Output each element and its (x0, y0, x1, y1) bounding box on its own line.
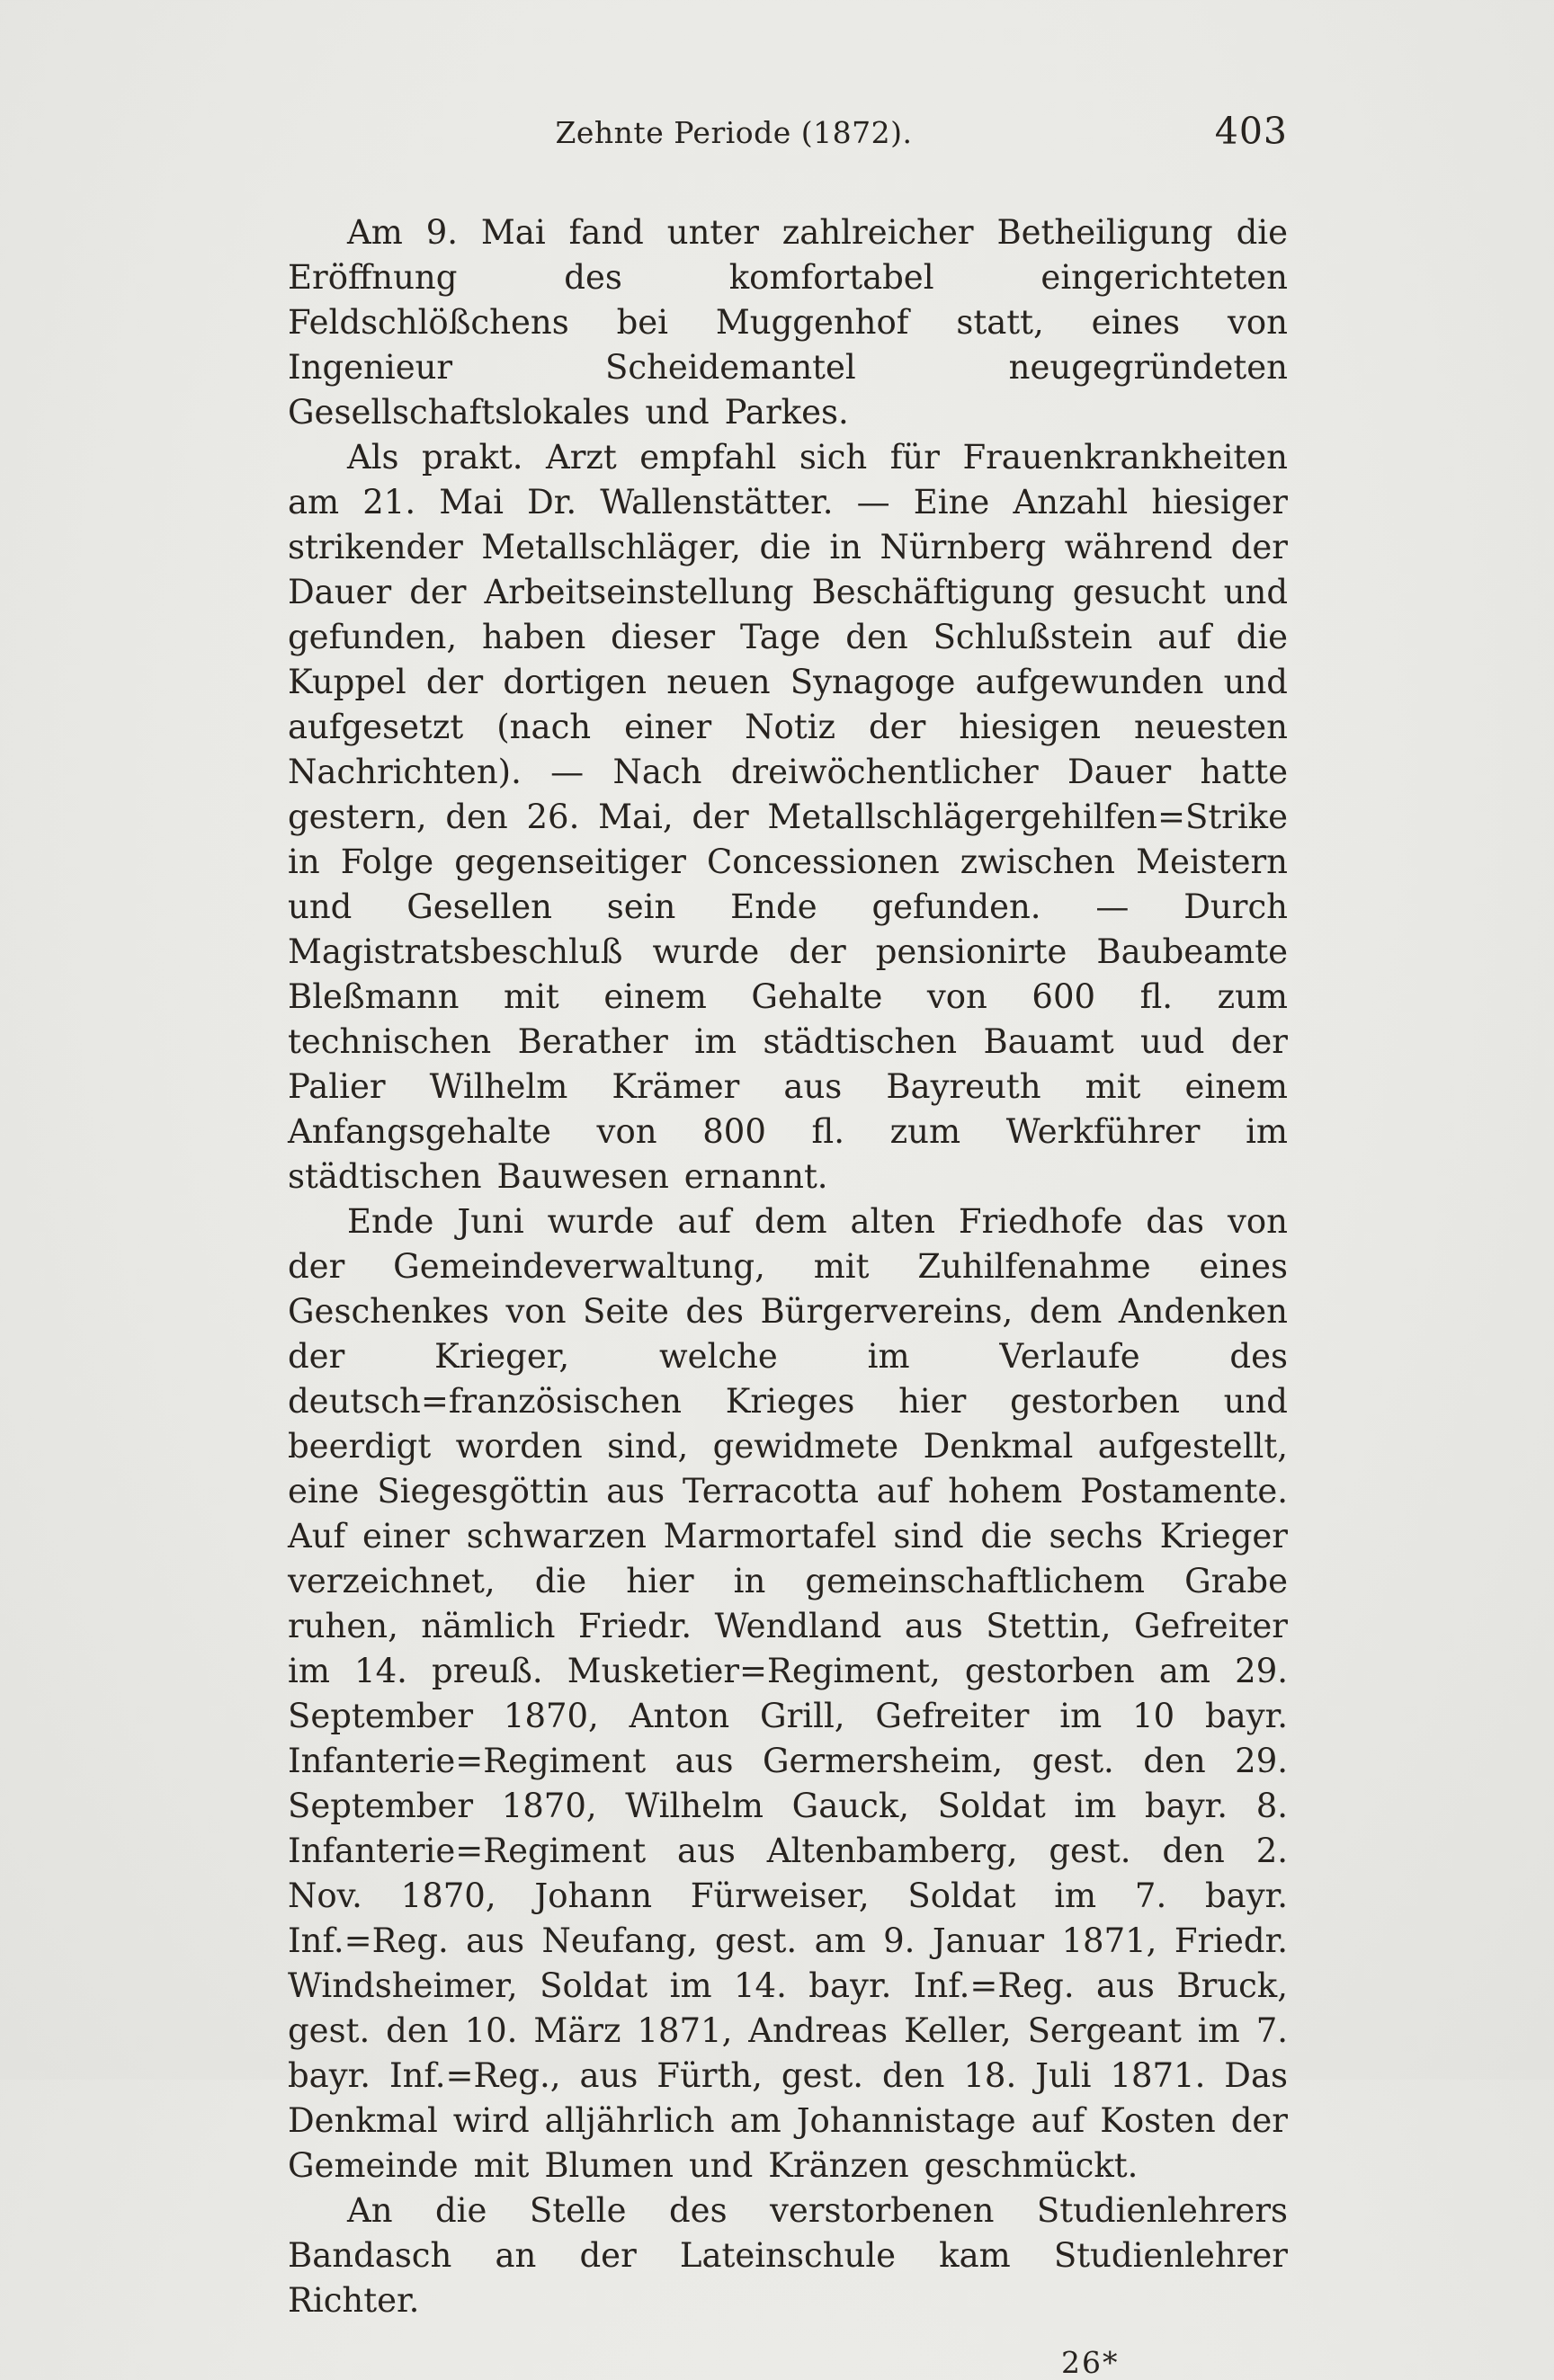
page-body (288, 210, 1288, 2323)
paragraph-2: Als prakt. Arzt empfahl sich für Frauenkrankheiten am 21. Mai Dr. Wallenstätter. — Eine Anzahl hiesiger strikender Metallschläger, die in Nürnberg während der Dauer der Arbeitseinstellung Beschäftigung gesucht und gefunden, haben dieser Tage den Schlußstein auf die Kuppel der dortigen neuen Synagoge aufgewunden und aufgesetzt (nach einer Notiz der hiesigen neuesten Nachrichten). — Nach dreiwöchentlicher Dauer hatte gestern, den 26. Mai, der Metallschlägergehilfen=Strike in Folge gegenseitiger Concessionen zwischen Meistern und Gesellen sein Ende gefunden. — Durch Magistratsbeschluß wurde der pensionirte Baubeamte Bleßmann mit einem Gehalte von 600 fl. zum technischen Berather im städtischen Bauamt uud der Palier Wilhelm Krämer aus Bayreuth mit einem Anfangsgehalte von 800 fl. zum Werkführer im städtischen Bauwesen ernannt. (288, 438, 1288, 1196)
signature-mark: 26* (1061, 2345, 1120, 2380)
paragraph-4: An die Stelle des verstorbenen Studienlehrers Bandasch an der Lateinschule kam Studienlehrer Richter. (288, 2191, 1288, 2320)
book-page (288, 110, 1288, 2380)
page-number: 403 (1214, 110, 1288, 153)
page-header (288, 110, 1288, 160)
paragraph-3: Ende Juni wurde auf dem alten Friedhofe das von der Gemeindeverwaltung, mit Zuhilfenahme eines Geschenkes von Seite des Bürgervereins, dem Andenken der Krieger, welche im Verlaufe des deutsch=französischen Krieges hier gestorben und beerdigt worden sind, gewidmete Denkmal aufgestellt, eine Siegesgöttin aus Terracotta auf hohem Postamente. Auf einer schwarzen Marmortafel sind die sechs Krieger verzeichnet, die hier in gemeinschaftlichem Grabe ruhen, nämlich Friedr. Wendland aus Stettin, Gefreiter im 14. preuß. Musketier=Regiment, gestorben am 29. September 1870, Anton Grill, Gefreiter im 10 bayr. Infanterie=Regiment aus Germersheim, gest. den 29. September 1870, Wilhelm Gauck, Soldat im bayr. 8. Infanterie=Regiment aus Altenbamberg, gest. den 2. Nov. 1870, Johann Fürweiser, Soldat im 7. bayr. Inf.=Reg. aus Neufang, gest. am 9. Januar 1871, Friedr. Windsheimer, Soldat im 14. bayr. Inf.=Reg. aus Bruck, gest. den 10. März 1871, Andreas Keller, Sergeant im 7. bayr. Inf.=Reg., aus Fürth, gest. den 18. Juli 1871. Das Denkmal wird alljährlich am Johannistage auf Kosten der Gemeinde mit Blumen und Kränzen geschmückt. (288, 1202, 1288, 2185)
paragraph-1: Am 9. Mai fand unter zahlreicher Betheiligung die Eröffnung des komfortabel eingerichteten Feldschlößchens bei Muggenhof statt, eines von Ingenieur Scheidemantel neugegründeten Gesellschaftslokales und Parkes. (288, 213, 1288, 432)
running-title: Zehnte Periode (1872). (555, 115, 913, 150)
